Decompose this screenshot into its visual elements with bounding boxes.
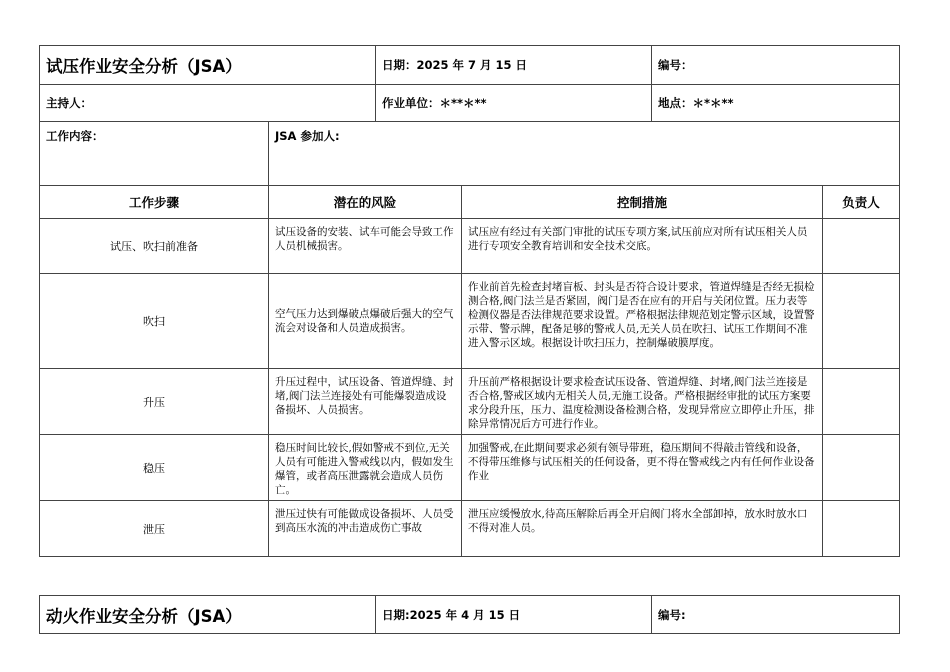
control-cell: 试压应有经过有关部门审批的试压专项方案,试压前应对所有试压相关人员进行专项安全教育培训和安全技术交底。 — [462, 219, 823, 274]
table-row — [40, 274, 900, 369]
risk-cell: 升压过程中，试压设备、管道焊缝、封堵,阀门法兰连接处有可能爆裂造成设备损坏、人员损害。 — [269, 369, 462, 435]
risk-cell: 泄压过快有可能做成设备损坏、人员受到高压水流的冲击造成伤亡事故 — [269, 501, 462, 557]
step-cell: 稳压 — [40, 435, 269, 501]
owner-cell — [823, 435, 900, 501]
date-field: 日期：2025 年 7 月 15 日 — [376, 46, 652, 85]
jsa-title: 试压作业安全分析（JSA） — [40, 46, 376, 85]
work-unit-field: 作业单位：＊**＊** — [376, 85, 652, 122]
header-step: 工作步骤 — [40, 186, 269, 219]
owner-cell — [823, 274, 900, 369]
table-row — [40, 369, 900, 435]
control-cell: 泄压应缓慢放水,待高压解除后再全开启阀门将水全部卸掉，放水时放水口不得对准人员。 — [462, 501, 823, 557]
host-field: 主持人： — [40, 85, 376, 122]
jsa-table-hot-work — [39, 595, 900, 634]
table-row — [40, 435, 900, 501]
control-cell: 加强警戒,在此期间要求必须有领导带班，稳压期间不得敲击管线和设备，不得带压维修与试压相关的任何设备，更不得在警戒线之内有任何作业设备作业 — [462, 435, 823, 501]
owner-cell — [823, 369, 900, 435]
location-field: 地点：＊*＊** — [652, 85, 900, 122]
step-cell: 吹扫 — [40, 274, 269, 369]
risk-cell: 空气压力达到爆破点爆破后强大的空气流会对设备和人员造成损害。 — [269, 274, 462, 369]
table-row — [40, 219, 900, 274]
jsa-table-pressure-test — [39, 45, 900, 557]
date-field: 日期:2025 年 4 月 15 日 — [376, 596, 652, 634]
number-field: 编号： — [652, 46, 900, 85]
header-control: 控制措施 — [462, 186, 823, 219]
jsa-title: 动火作业安全分析（JSA） — [40, 596, 376, 634]
step-cell: 试压、吹扫前准备 — [40, 219, 269, 274]
risk-cell: 稳压时间比较长,假如警戒不到位,无关人员有可能进入警戒线以内，假如发生爆管，或者高压泄露就会造成人员伤亡。 — [269, 435, 462, 501]
owner-cell — [823, 219, 900, 274]
work-content-field: 工作内容： — [40, 122, 269, 186]
step-cell: 升压 — [40, 369, 269, 435]
participants-field: JSA 参加人: — [269, 122, 900, 186]
step-cell: 泄压 — [40, 501, 269, 557]
number-field: 编号: — [652, 596, 900, 634]
owner-cell — [823, 501, 900, 557]
table-row — [40, 501, 900, 557]
control-cell: 升压前严格根据设计要求检查试压设备、管道焊缝、封堵,阀门法兰连接是否合格,警戒区域内无相关人员,无施工设备。严格根据经审批的试压方案要求分段升压，压力、温度检测设备检测合格，发现异常应立即停止升压，排除异常情况后方可进行作业。 — [462, 369, 823, 435]
control-cell: 作业前首先检查封堵盲板、封头是否符合设计要求，管道焊缝是否经无损检测合格,阀门法兰是否紧固，阀门是否在应有的开启与关闭位置。压力表等检测仪器是否法律规范要求设置。严格根据法律规范划定警示区域，设置警示带、警示牌，配备足够的警戒人员,无关人员在吹扫、试压工作期间不准进入警示区域。根据设计吹扫压力，控制爆破膜厚度。 — [462, 274, 823, 369]
header-risk: 潜在的风险 — [269, 186, 462, 219]
risk-cell: 试压设备的安装、试车可能会导致工作人员机械损害。 — [269, 219, 462, 274]
header-owner: 负责人 — [823, 186, 900, 219]
